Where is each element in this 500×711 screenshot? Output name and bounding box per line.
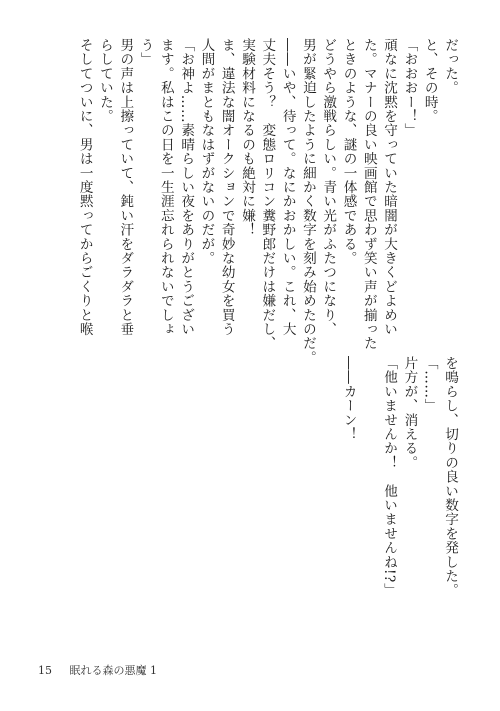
upper-text-line: どうやら激戦らしい。青い光がふたつになり、 xyxy=(320,38,337,337)
lower-text-line: 片方が、消える。 xyxy=(401,356,418,470)
upper-text-line: だった。 xyxy=(442,38,458,95)
lower-text-line: 「……」 xyxy=(421,356,438,413)
upper-text-line: た。マナーの良い映画館で思わず笑い声が揃った xyxy=(360,38,377,351)
upper-text-line: ま、違法な闇オークションで奇妙な幼女を買う xyxy=(218,38,235,337)
upper-text-line: 男が緊迫したように細かく数字を刻み始めたのだ。 xyxy=(299,38,316,365)
upper-text-line: 実験材料になるのも絶対に嫌！ xyxy=(239,38,256,237)
upper-text-line: ます。私はこの日を一生涯忘れられないでしょ xyxy=(157,38,174,337)
upper-text-line: らしていた。 xyxy=(96,38,113,124)
upper-text-line: そしてついに、男は一度黙ってからごくりと喉 xyxy=(76,38,93,337)
text-block-lower xyxy=(300,356,460,656)
text-block-upper xyxy=(40,38,460,365)
lower-text-line: を鳴らし、切りの良い数字を発した。 xyxy=(442,356,458,598)
lower-text-line: 「他いませんか！ 他いませんね!?」 xyxy=(381,356,398,598)
upper-text-line: 「おおおー！」 xyxy=(401,38,418,138)
upper-text-line: ときのような、謎の一体感である。 xyxy=(340,38,357,266)
upper-text-line: 頑なに沈黙を守っていた暗闇が大きくどよめい xyxy=(381,38,398,337)
upper-text-line: 人間がまともなはずがないのだが。 xyxy=(198,38,215,266)
upper-text-line: ――いや、待って。なにかおかしい。これ、大 xyxy=(279,38,296,337)
upper-text-line: 丈夫そう？ 変態ロリコン糞野郎だけは嫌だし、 xyxy=(259,38,276,351)
page-number: 15 xyxy=(38,664,52,677)
lower-text-line: ――カーン！ xyxy=(340,356,357,442)
upper-text-line: 「お神よ……素晴らしい夜をありがとうござい xyxy=(178,38,195,337)
upper-text-line: と、その時。 xyxy=(421,38,438,124)
running-title: 眠れる森の悪魔 1 xyxy=(69,664,157,677)
lower-text-line xyxy=(359,356,379,656)
upper-text-line: 男の声は上擦っていて、鈍い汗をダラダラと垂 xyxy=(117,38,134,337)
upper-text-line: う」 xyxy=(137,38,154,67)
page-footer xyxy=(38,662,157,678)
